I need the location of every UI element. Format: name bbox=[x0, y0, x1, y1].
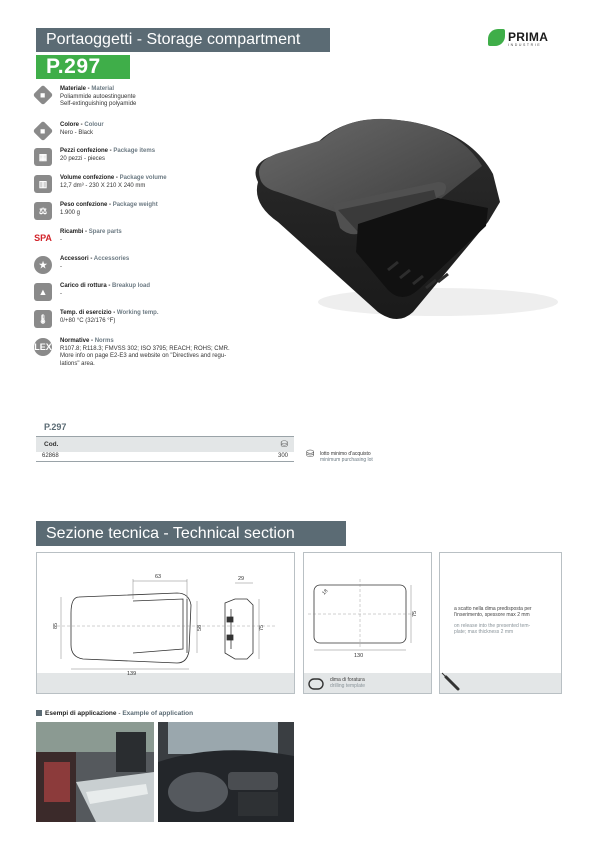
dim-75b: 75 bbox=[412, 610, 418, 617]
spec-label-sep: - bbox=[111, 310, 117, 316]
spec-label-en: Package items bbox=[113, 148, 156, 154]
spec-label-en: Accessories bbox=[93, 256, 130, 262]
spec-text bbox=[60, 202, 158, 217]
screwdriver-icon bbox=[442, 673, 458, 689]
spec-label bbox=[60, 283, 150, 291]
spec-label-en: Breakup load bbox=[112, 283, 151, 289]
spec-label-it: Volume confezione bbox=[60, 175, 115, 181]
package-items-icon: ▦ bbox=[34, 148, 52, 166]
spec-label-it: Carico di rottura bbox=[60, 283, 107, 289]
logo-sub: INDUSTRIE bbox=[508, 43, 542, 47]
spec-value: Nero - Black bbox=[60, 129, 94, 136]
table-row bbox=[36, 452, 294, 462]
row-code: 62868 bbox=[42, 453, 59, 459]
spec-text bbox=[60, 148, 155, 163]
template-caption-it: dima di foratura bbox=[330, 677, 365, 683]
spec-label-it: Materiale bbox=[60, 86, 87, 92]
spec-text bbox=[60, 310, 158, 325]
lot-label-en: minimum purchasing lot bbox=[320, 457, 373, 463]
purchasing-lot-icon: ⛁ bbox=[306, 449, 315, 460]
square-bullet-icon bbox=[36, 710, 42, 716]
table-title: P.297 bbox=[44, 422, 67, 432]
technical-drawing bbox=[37, 553, 296, 695]
breakup-load-icon: ▲ bbox=[34, 283, 52, 301]
spec-label-it: Pezzi confezione bbox=[60, 148, 109, 154]
spec-label-sep: - bbox=[106, 283, 113, 289]
spec-label-en: Colour bbox=[84, 122, 104, 128]
note-it-2: l'inserimento, spessore max 2 mm bbox=[454, 612, 530, 619]
spec-label-it: Accessori bbox=[60, 256, 89, 262]
section-title: Sezione tecnica - Technical section bbox=[36, 521, 346, 546]
table-header bbox=[36, 436, 294, 452]
lot-label-it: lotto minimo d'acquisto bbox=[320, 451, 371, 457]
spec-value: - bbox=[60, 263, 62, 270]
spec-label bbox=[60, 122, 104, 130]
drawing-panel bbox=[36, 552, 295, 694]
applications-label-en: Example of application bbox=[122, 710, 194, 717]
page-title: Portaoggetti - Storage compartment bbox=[36, 28, 330, 52]
dim-r18: 18 bbox=[321, 588, 330, 597]
spec-value: - bbox=[60, 290, 62, 297]
spec-label bbox=[60, 202, 158, 210]
spec-label-sep: - bbox=[89, 338, 95, 344]
spec-label-sep: - bbox=[108, 148, 114, 154]
spec-label bbox=[60, 86, 136, 94]
spec-label-sep: - bbox=[114, 175, 120, 181]
template-caption-en: drilling template bbox=[330, 683, 366, 689]
drilling-template-drawing bbox=[304, 553, 433, 695]
spec-text bbox=[60, 256, 129, 271]
spec-label-sep: - bbox=[79, 122, 85, 128]
applications-label-it: Esempi di applicazione bbox=[45, 710, 117, 717]
application-photo-1 bbox=[36, 722, 154, 822]
spec-text bbox=[60, 175, 167, 190]
product-code: P.297 bbox=[36, 55, 130, 79]
package-weight-icon: ⚖ bbox=[34, 202, 52, 220]
applications-title: Esempi di applicazione - Example of application bbox=[36, 710, 193, 717]
accessories-icon: ★ bbox=[34, 256, 52, 274]
colour-icon: ◆ bbox=[33, 121, 53, 141]
spec-label bbox=[60, 256, 129, 264]
spec-value: 1.900 g bbox=[60, 209, 81, 216]
spec-value: 12,7 dm³ - 230 X 210 X 240 mm bbox=[60, 182, 146, 189]
dim-29: 29 bbox=[238, 576, 245, 582]
template-icon bbox=[309, 679, 323, 689]
spec-label-en: Spare parts bbox=[88, 229, 122, 235]
spec-text bbox=[60, 122, 104, 137]
spec-value: Poliammide autoestinguente bbox=[60, 93, 136, 100]
spec-label-en: Norms bbox=[94, 338, 114, 344]
package-volume-icon: ▥ bbox=[34, 175, 52, 193]
logo-name: PRIMA bbox=[508, 30, 549, 44]
spec-label-it: Peso confezione bbox=[60, 202, 108, 208]
spec-label-sep: - bbox=[88, 256, 94, 262]
spec-text bbox=[60, 283, 150, 298]
spec-label bbox=[60, 338, 230, 346]
brand-logo bbox=[488, 28, 568, 50]
spec-label-sep: - bbox=[86, 86, 92, 92]
spec-text bbox=[60, 86, 136, 109]
spec-label bbox=[60, 229, 122, 237]
spare-parts-icon: SPA bbox=[34, 233, 52, 243]
spec-value: - bbox=[60, 236, 62, 243]
application-photo-2 bbox=[158, 722, 294, 822]
column-code: Cod. bbox=[44, 441, 59, 448]
note-en-2: plate; max thickness 2 mm bbox=[454, 628, 514, 635]
purchasing-lot-icon: ⛁ bbox=[280, 439, 288, 449]
spec-text bbox=[60, 338, 230, 368]
spec-text bbox=[60, 229, 122, 244]
dim-63: 63 bbox=[155, 574, 162, 580]
spec-label bbox=[60, 148, 155, 156]
spec-value: 20 pezzi - pieces bbox=[60, 155, 106, 162]
note-it-1: a scatto nella dima predisposta per bbox=[454, 606, 532, 612]
dim-58: 58 bbox=[197, 624, 203, 631]
spec-value: Self-extinguishing polyamide bbox=[60, 101, 137, 108]
spec-label bbox=[60, 175, 167, 183]
dim-75: 75 bbox=[259, 624, 265, 631]
material-icon: ◆ bbox=[33, 85, 53, 105]
spec-label-en: Working temp. bbox=[116, 310, 159, 316]
row-qty: 300 bbox=[277, 453, 288, 459]
spec-value: More info on page E2-E3 and website on "Directives and regu- bbox=[60, 353, 227, 360]
working-temp-icon: 🌡 bbox=[34, 310, 52, 328]
mounting-note bbox=[454, 606, 554, 635]
spec-value: R107.8; R118.3; FMVSS 302; ISO 3795; REACH; ROHS; CMR. bbox=[60, 345, 230, 352]
spec-label-en: Material bbox=[91, 86, 115, 92]
spec-value: lations" area. bbox=[60, 360, 95, 367]
spec-label-sep: - bbox=[83, 229, 89, 235]
template-panel bbox=[303, 552, 432, 694]
spec-label-sep: - bbox=[107, 202, 113, 208]
product-image bbox=[238, 112, 568, 332]
spec-label-it: Normative bbox=[60, 338, 90, 344]
spec-label-it: Ricambi bbox=[60, 229, 84, 235]
norms-icon: LEX bbox=[34, 338, 52, 356]
spec-label-en: Package volume bbox=[119, 175, 167, 181]
dim-130: 130 bbox=[354, 653, 364, 659]
note-en-1: on release into the presented tem- bbox=[454, 622, 531, 629]
spec-value: 0/+80 °C (32/176 °F) bbox=[60, 317, 116, 324]
spec-label-it: Colore bbox=[60, 122, 80, 128]
template-caption bbox=[330, 677, 365, 689]
spec-label bbox=[60, 310, 158, 318]
dim-139: 139 bbox=[127, 671, 137, 677]
dim-85: 85 bbox=[53, 622, 59, 629]
spec-label-en: Package weight bbox=[112, 202, 158, 208]
spec-label-it: Temp. di esercizio bbox=[60, 310, 112, 316]
leaf-icon bbox=[488, 29, 505, 46]
